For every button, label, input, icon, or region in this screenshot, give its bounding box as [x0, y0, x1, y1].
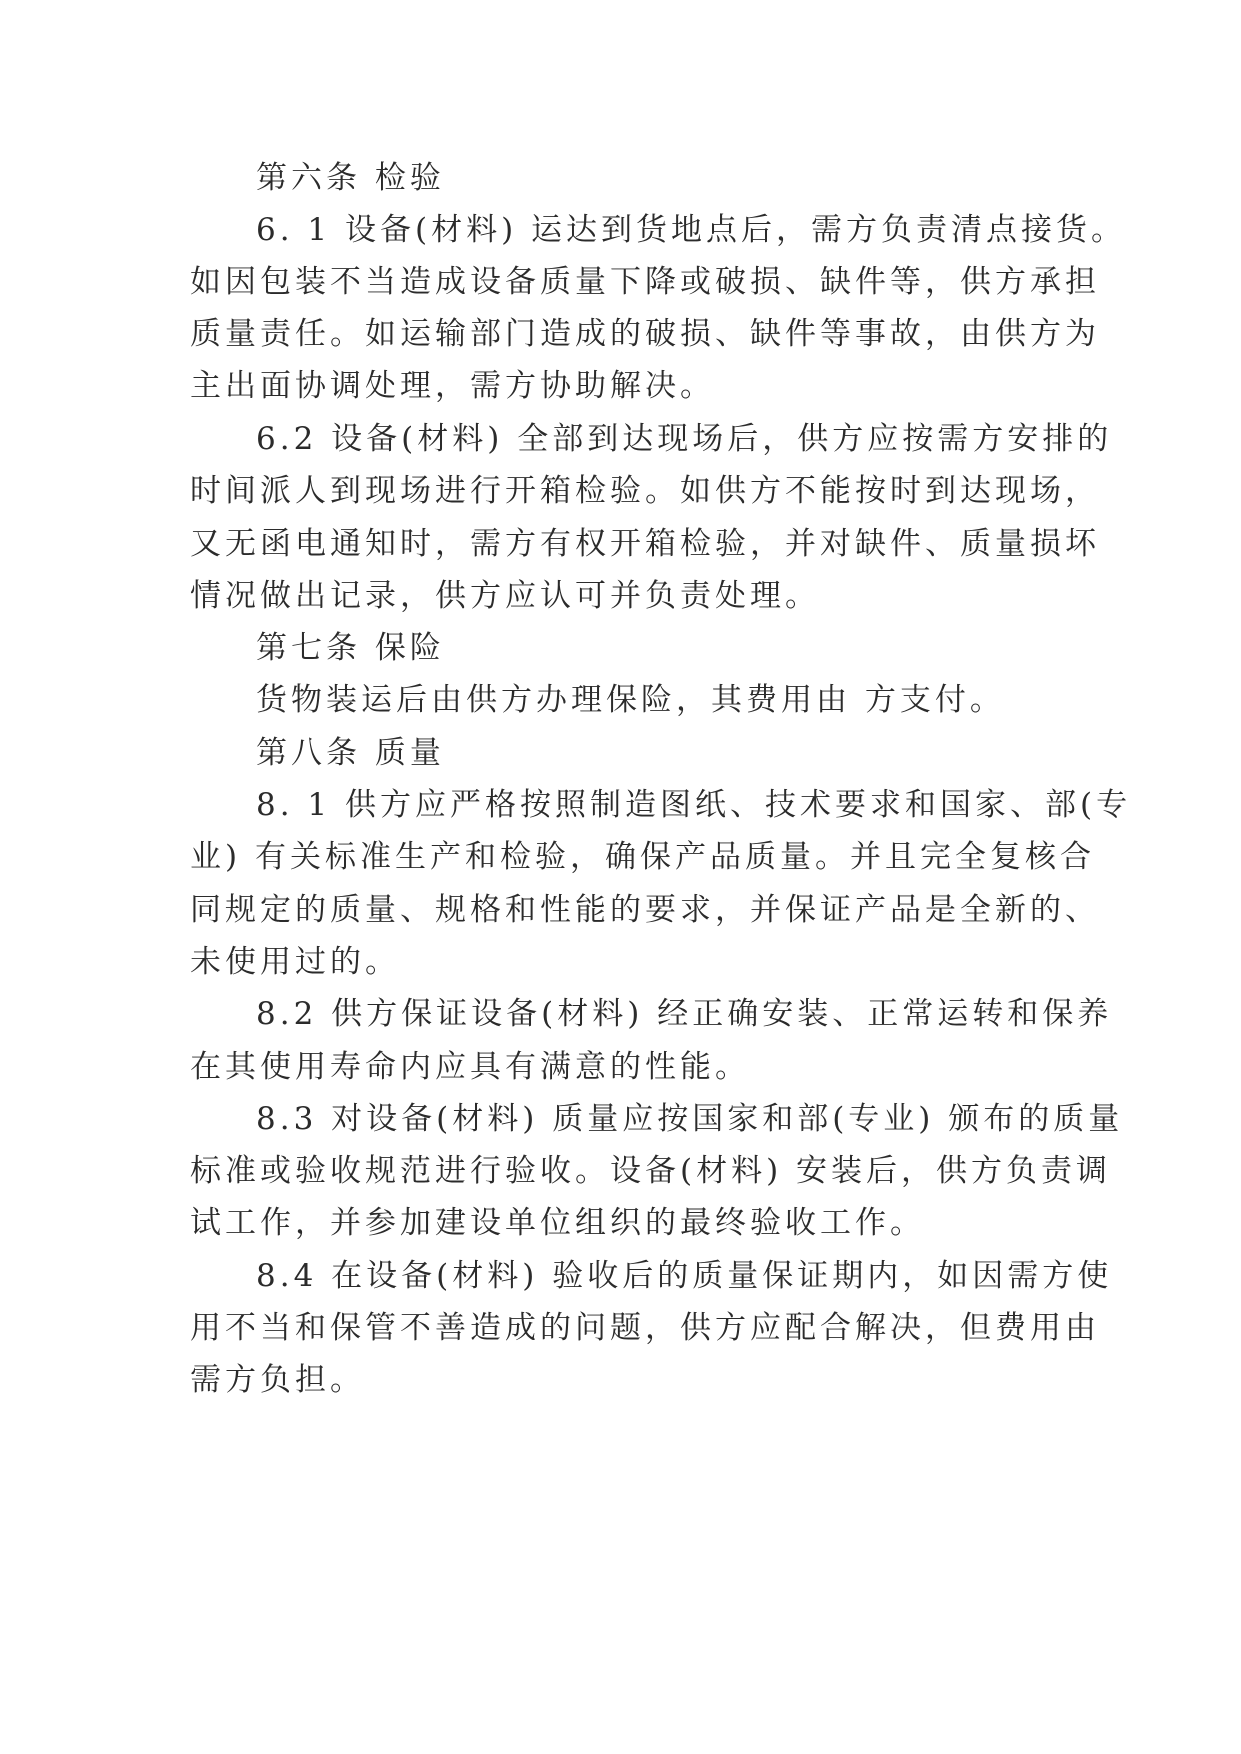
clause-8-4-line: 用不当和保管不善造成的问题，供方应配合解决，但费用由: [190, 1310, 1100, 1346]
clause-8-3-line: 标准或验收规范进行验收。设备(材料) 安装后，供方负责调: [190, 1153, 1112, 1189]
clause-6-2-line: 情况做出记录，供方应认可并负责处理。: [190, 578, 820, 614]
clause-6-1-line: 主出面协调处理，需方协助解决。: [190, 368, 715, 404]
clause-8-3-line: 8.3 对设备(材料) 质量应按国家和部(专业) 颁布的质量: [256, 1101, 1124, 1137]
article-7-text: 货物装运后由供方办理保险，其费用由 方支付。: [256, 682, 1005, 718]
clause-6-2-line: 6.2 设备(材料) 全部到达现场后，供方应按需方安排的: [256, 421, 1113, 457]
clause-8-2-line: 8.2 供方保证设备(材料) 经正确安装、正常运转和保养: [256, 996, 1113, 1032]
heading-article-7: 第七条 保险: [256, 630, 445, 666]
heading-article-8: 第八条 质量: [256, 735, 445, 771]
clause-6-1-line: 质量责任。如运输部门造成的破损、缺件等事故，由供方为: [190, 316, 1100, 352]
heading-article-6: 第六条 检验: [256, 160, 445, 196]
clause-6-2-line: 时间派人到现场进行开箱检验。如供方不能按时到达现场，: [190, 473, 1100, 509]
clause-8-1-line: 8. 1 供方应严格按照制造图纸、技术要求和国家、部(专: [256, 787, 1132, 823]
clause-8-3-line: 试工作，并参加建设单位组织的最终验收工作。: [190, 1205, 925, 1241]
clause-8-2-line: 在其使用寿命内应具有满意的性能。: [190, 1049, 750, 1085]
clause-8-4-line: 需方负担。: [190, 1362, 365, 1398]
clause-8-1-line: 业) 有关标准生产和检验，确保产品质量。并且完全复核合: [190, 839, 1095, 875]
clause-6-2-line: 又无函电通知时，需方有权开箱检验，并对缺件、质量损坏: [190, 526, 1100, 562]
clause-6-1-line: 如因包装不当造成设备质量下降或破损、缺件等，供方承担: [190, 264, 1100, 300]
clause-8-1-line: 同规定的质量、规格和性能的要求，并保证产品是全新的、: [190, 892, 1100, 928]
clause-8-1-line: 未使用过的。: [190, 944, 400, 980]
clause-6-1-line: 6. 1 设备(材料) 运达到货地点后，需方负责清点接货。: [256, 212, 1127, 248]
clause-8-4-line: 8.4 在设备(材料) 验收后的质量保证期内，如因需方使: [256, 1258, 1113, 1294]
